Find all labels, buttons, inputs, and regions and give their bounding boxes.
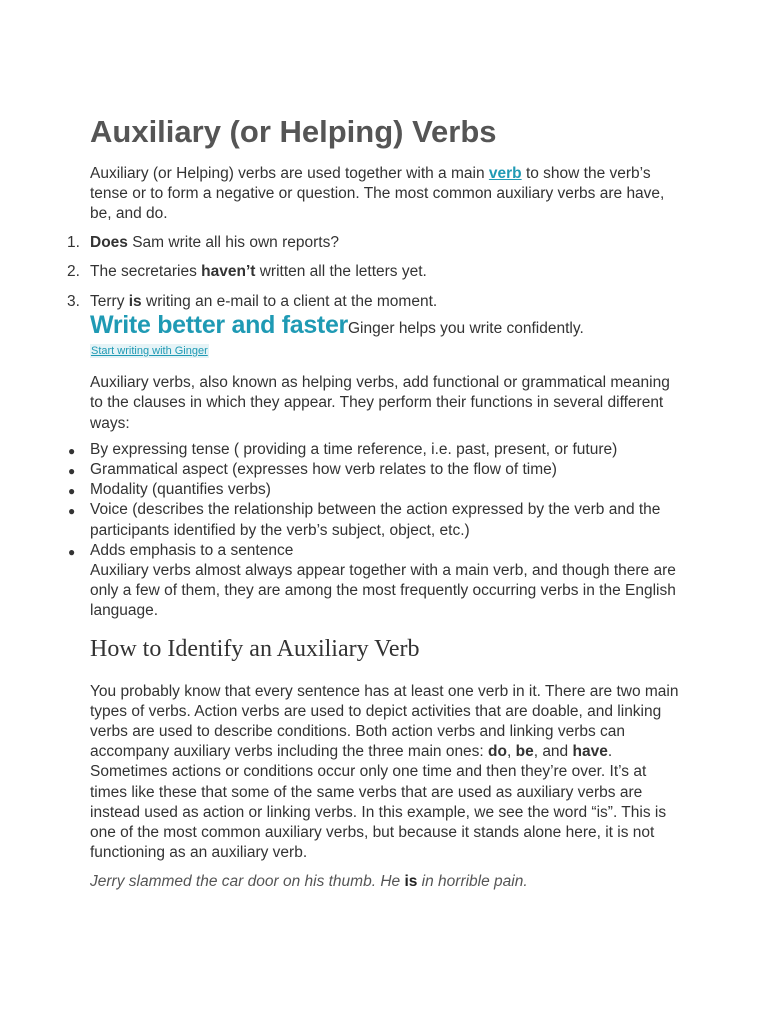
article bbox=[67, 112, 680, 893]
example-text: The secretaries bbox=[90, 263, 202, 281]
bullet-icon: ● bbox=[68, 463, 76, 478]
functions-intro: Auxiliary verbs, also known as helping verbs, add functional or grammatical meaning to the clauses in which they appear. They perform their functions in several different ways: bbox=[90, 374, 670, 432]
ginger-ad bbox=[90, 309, 680, 359]
bullet-icon: ● bbox=[68, 544, 76, 559]
bullet-icon: ● bbox=[68, 443, 76, 458]
example-text: Sam write all his own reports? bbox=[127, 233, 339, 251]
example-sentence bbox=[90, 872, 680, 892]
list-item bbox=[68, 480, 680, 500]
bold-do: do bbox=[488, 743, 507, 761]
example-text: Jerry slammed the car door on his thumb. He bbox=[90, 873, 405, 891]
example-text: Terry bbox=[90, 292, 129, 310]
section-text: Sometimes actions or conditions occur only one time and then they’re over. It’s at times like these that some of the same verbs that are used as auxiliary verbs are instead used as action or linking verbs. In this example, we see the word “is”. This is one of the most common auxiliary verbs, but because it stands alone here, it is not functioning as an auxiliary verb. bbox=[90, 763, 667, 862]
ad-headline[interactable]: Write better and faster bbox=[90, 311, 348, 340]
intro-text-before: Auxiliary (or Helping) verbs are used together with a main bbox=[90, 165, 489, 182]
list-item-text: Voice (describes the relationship between the action expressed by the verb and the participants identified by the verb’s subject, object, etc.) bbox=[90, 501, 661, 539]
list-item-text: Adds emphasis to a sentence bbox=[90, 541, 294, 559]
list-number: 1. bbox=[67, 233, 80, 251]
section-paragraph bbox=[90, 682, 680, 864]
bold-be: be bbox=[515, 743, 534, 761]
example-bold: Does bbox=[90, 233, 128, 251]
list-item bbox=[67, 233, 680, 253]
list-item bbox=[67, 262, 680, 282]
bold-have: have bbox=[572, 743, 608, 761]
bullet-icon: ● bbox=[68, 484, 76, 499]
list-number: 2. bbox=[67, 263, 80, 281]
example-text: in horrible pain. bbox=[417, 873, 528, 891]
examples-list bbox=[67, 233, 680, 312]
section-heading: How to Identify an Auxiliary Verb bbox=[90, 635, 420, 662]
example-bold: haven’t bbox=[201, 263, 256, 281]
list-item-text: By expressing tense ( providing a time reference, i.e. past, present, or future) bbox=[90, 440, 618, 458]
separator: , bbox=[506, 743, 516, 761]
list-item-text: Grammatical aspect (expresses how verb relates to the flow of time) bbox=[90, 460, 557, 478]
list-item bbox=[68, 460, 680, 480]
intro-text-after: to show the verb’s tense or to form a negative or question. The most common auxiliary verbs are have, be, and do. bbox=[90, 165, 665, 223]
separator: . bbox=[607, 743, 613, 761]
page-title: Auxiliary (or Helping) Verbs bbox=[90, 114, 497, 149]
section-text: You probably know that every sentence has at least one verb in it. There are two main types of verbs. Action verbs are used to depict activities that are doable, and linking verbs are used to describe conditions. Both action verbs and linking verbs can accompany auxiliary verbs including the three main ones: bbox=[90, 682, 679, 761]
list-item-text: Modality (quantifies verbs) bbox=[90, 481, 271, 499]
verb-link[interactable]: verb bbox=[488, 165, 522, 182]
list-item bbox=[68, 440, 680, 460]
example-bold: is bbox=[128, 292, 142, 310]
functions-followup: Auxiliary verbs almost always appear together with a main verb, and though there are only a few of them, they are among the most frequently occurring verbs in the English language. bbox=[90, 561, 676, 620]
example-bold: is bbox=[404, 873, 418, 891]
bullet-icon: ● bbox=[68, 504, 76, 519]
intro-paragraph bbox=[90, 164, 680, 225]
functions-list bbox=[68, 440, 680, 561]
list-number: 3. bbox=[67, 292, 80, 310]
ad-subtext: Ginger helps you write confidently. bbox=[347, 320, 584, 338]
list-item bbox=[68, 500, 680, 540]
example-text: writing an e-mail to a client at the moment. bbox=[141, 292, 438, 310]
list-item bbox=[68, 541, 680, 561]
separator: , and bbox=[533, 743, 573, 761]
example-text: written all the letters yet. bbox=[255, 263, 427, 281]
start-writing-link[interactable]: Start writing with Ginger bbox=[91, 345, 208, 358]
